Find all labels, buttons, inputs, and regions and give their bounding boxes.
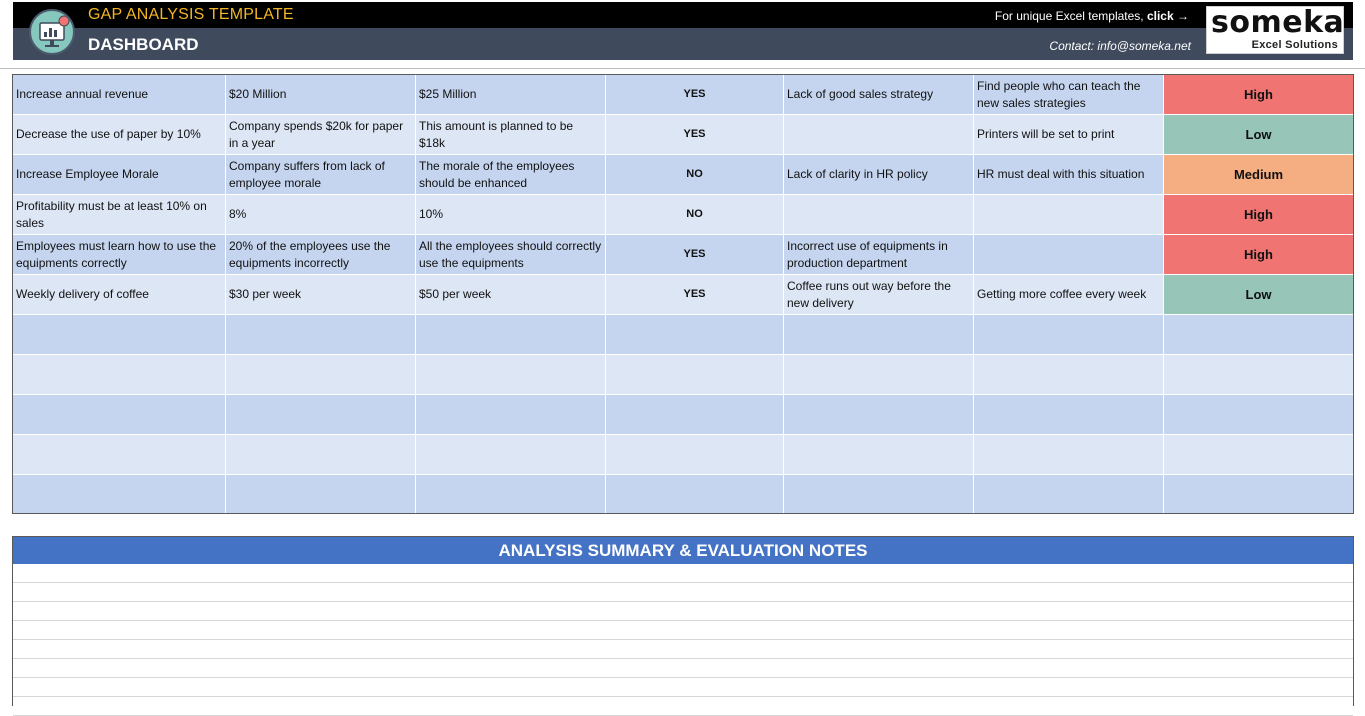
action-cell[interactable]: HR must deal with this situation [974,155,1164,195]
future-state-cell[interactable]: The morale of the employees should be enhanced [416,155,606,195]
gap-cell[interactable] [606,475,784,514]
goal-cell[interactable] [13,395,226,435]
action-cell[interactable]: Find people who can teach the new sales strategies [974,75,1164,115]
priority-cell[interactable]: High [1164,235,1353,275]
summary-title: ANALYSIS SUMMARY & EVALUATION NOTES [13,537,1353,564]
gap-cell[interactable]: NO [606,195,784,235]
table-row [13,355,1353,395]
current-state-cell[interactable] [226,355,416,395]
table-row [13,75,1353,115]
app-header [0,0,1365,62]
current-state-cell[interactable]: Company spends $20k for paper in a year [226,115,416,155]
current-state-cell[interactable]: $30 per week [226,275,416,315]
cause-cell[interactable] [784,115,974,155]
goal-cell[interactable]: Decrease the use of paper by 10% [13,115,226,155]
future-state-cell[interactable] [416,435,606,475]
gap-cell[interactable] [606,315,784,355]
action-cell[interactable] [974,435,1164,475]
current-state-cell[interactable] [226,395,416,435]
notes-line[interactable] [13,659,1353,678]
notes-line[interactable] [13,583,1353,602]
future-state-cell[interactable] [416,355,606,395]
current-state-cell[interactable] [226,475,416,514]
action-cell[interactable] [974,475,1164,514]
future-state-cell[interactable]: 10% [416,195,606,235]
current-state-cell[interactable]: Company suffers from lack of employee morale [226,155,416,195]
priority-cell[interactable] [1164,315,1353,355]
action-cell[interactable] [974,315,1164,355]
cause-cell[interactable]: Lack of clarity in HR policy [784,155,974,195]
promo-click-link[interactable]: click → [1146,9,1189,23]
future-state-cell[interactable] [416,395,606,435]
goal-cell[interactable] [13,475,226,514]
table-row [13,235,1353,275]
goal-cell[interactable]: Increase Employee Morale [13,155,226,195]
action-cell[interactable] [974,355,1164,395]
current-state-cell[interactable]: 20% of the employees use the equipments incorrectly [226,235,416,275]
table-row [13,115,1353,155]
action-cell[interactable] [974,195,1164,235]
future-state-cell[interactable]: This amount is planned to be $18k [416,115,606,155]
table-row [13,315,1353,355]
table-row [13,275,1353,315]
cause-cell[interactable] [784,355,974,395]
goal-cell[interactable] [13,315,226,355]
promo-banner [995,9,1189,23]
future-state-cell[interactable]: $50 per week [416,275,606,315]
table-row [13,475,1353,514]
gap-cell[interactable] [606,435,784,475]
cause-cell[interactable] [784,435,974,475]
table-row [13,395,1353,435]
priority-cell[interactable] [1164,475,1353,514]
current-state-cell[interactable] [226,435,416,475]
priority-cell[interactable]: High [1164,195,1353,235]
app-title: GAP ANALYSIS TEMPLATE [88,6,294,23]
contact-email-link[interactable]: Contact: info@someka.net [1049,39,1191,53]
notes-line[interactable] [13,621,1353,640]
gap-cell[interactable]: YES [606,235,784,275]
gap-cell[interactable]: YES [606,115,784,155]
goal-cell[interactable] [13,355,226,395]
priority-cell[interactable] [1164,355,1353,395]
goal-cell[interactable] [13,435,226,475]
cause-cell[interactable]: Lack of good sales strategy [784,75,974,115]
gap-cell[interactable]: NO [606,155,784,195]
priority-cell[interactable]: Low [1164,275,1353,315]
cause-cell[interactable] [784,395,974,435]
future-state-cell[interactable]: All the employees should correctly use the equipments [416,235,606,275]
goal-cell[interactable]: Increase annual revenue [13,75,226,115]
dashboard-logo-icon [29,9,75,55]
future-state-cell[interactable] [416,475,606,514]
cause-cell[interactable] [784,475,974,514]
gap-cell[interactable]: YES [606,275,784,315]
table-row [13,195,1353,235]
someka-logo[interactable] [1206,6,1344,54]
table-row [13,435,1353,475]
gap-cell[interactable] [606,355,784,395]
brand-tagline: Excel Solutions [1251,39,1338,51]
table-row [13,155,1353,195]
current-state-cell[interactable]: $20 Million [226,75,416,115]
gap-analysis-table [12,74,1354,514]
current-state-cell[interactable] [226,315,416,355]
action-cell[interactable] [974,235,1164,275]
action-cell[interactable]: Getting more coffee every week [974,275,1164,315]
action-cell[interactable]: Printers will be set to print [974,115,1164,155]
action-cell[interactable] [974,395,1164,435]
notes-line[interactable] [13,640,1353,659]
priority-cell[interactable]: High [1164,75,1353,115]
goal-cell[interactable]: Profitability must be at least 10% on sales [13,195,226,235]
cause-cell[interactable] [784,315,974,355]
future-state-cell[interactable] [416,315,606,355]
page-title: DASHBOARD [88,35,199,54]
current-state-cell[interactable]: 8% [226,195,416,235]
priority-cell[interactable] [1164,435,1353,475]
notes-line[interactable] [13,602,1353,621]
priority-cell[interactable] [1164,395,1353,435]
future-state-cell[interactable]: $25 Million [416,75,606,115]
header-divider [0,68,1365,69]
analysis-summary-section [12,536,1354,706]
brand-name: someka [1211,5,1345,40]
priority-cell[interactable]: Low [1164,115,1353,155]
notes-line[interactable] [13,564,1353,583]
priority-cell[interactable]: Medium [1164,155,1353,195]
gap-cell[interactable]: YES [606,75,784,115]
goal-cell[interactable]: Employees must learn how to use the equipments correctly [13,235,226,275]
cause-cell[interactable]: Coffee runs out way before the new delivery [784,275,974,315]
notes-line[interactable] [13,678,1353,697]
gap-cell[interactable] [606,395,784,435]
promo-text: For unique Excel templates, [994,9,1147,23]
cause-cell[interactable]: Incorrect use of equipments in production department [784,235,974,275]
cause-cell[interactable] [784,195,974,235]
goal-cell[interactable]: Weekly delivery of coffee [13,275,226,315]
